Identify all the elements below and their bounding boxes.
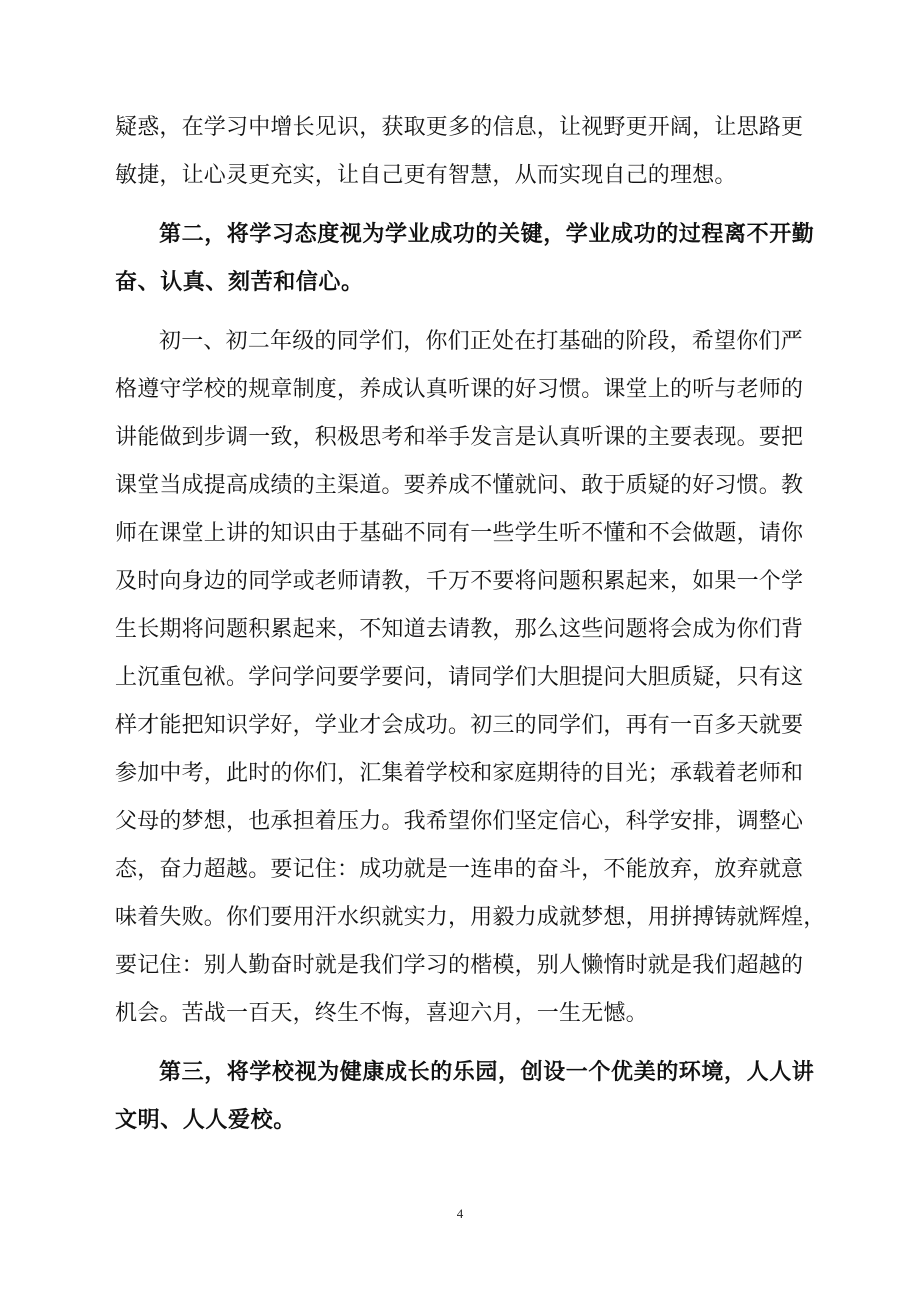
paragraph-line: 疑惑，在学习中增长见识，获取更多的信息，让视野更开阔，让思路更 xyxy=(115,115,804,140)
section-heading-line: 第三，将学校视为健康成长的乐园，创设一个优美的环境，人人讲 xyxy=(159,1060,815,1085)
page-number: 4 xyxy=(456,1206,464,1221)
paragraph-line: 机会。苦战一百天，终生不悔，喜迎六月，一生无憾。 xyxy=(115,1001,648,1026)
paragraph-line: 格遵守学校的规章制度，养成认真听课的好习惯。课堂上的听与老师的 xyxy=(115,377,804,402)
paragraph-line: 及时向身边的同学或老师请教，千万不要将问题积累起来，如果一个学 xyxy=(115,569,804,594)
paragraph-line: 上沉重包袱。学问学问要学要问，请同学们大胆提问大胆质疑，只有这 xyxy=(115,665,804,690)
section-heading-line: 奋、认真、刻苦和信心。 xyxy=(115,270,364,295)
paragraph-line: 样才能把知识学好，学业才会成功。初三的同学们，再有一百多天就要 xyxy=(115,713,804,738)
paragraph-line: 参加中考，此时的你们，汇集着学校和家庭期待的目光；承载着老师和 xyxy=(115,761,804,786)
paragraph-line: 态，奋力超越。要记住：成功就是一连串的奋斗，不能放弃，放弃就意 xyxy=(115,857,804,882)
paragraph-line: 讲能做到步调一致，积极思考和举手发言是认真听课的主要表现。要把 xyxy=(115,425,804,450)
paragraph-line: 师在课堂上讲的知识由于基础不同有一些学生听不懂和不会做题，请你 xyxy=(115,521,804,546)
paragraph-line: 课堂当成提高成绩的主渠道。要养成不懂就问、敢于质疑的好习惯。教 xyxy=(115,473,804,498)
paragraph-line: 味着失败。你们要用汗水织就实力，用毅力成就梦想，用拼搏铸就辉煌， xyxy=(115,905,826,930)
paragraph-line: 初一、初二年级的同学们，你们正处在打基础的阶段，希望你们严 xyxy=(159,329,803,354)
paragraph-line: 敏捷，让心灵更充实，让自己更有智慧，从而实现自己的理想。 xyxy=(115,163,737,188)
paragraph-line: 生长期将问题积累起来，不知道去请教，那么这些问题将会成为你们背 xyxy=(115,617,804,642)
paragraph-line: 要记住：别人勤奋时就是我们学习的楷模，别人懒惰时就是我们超越的 xyxy=(115,953,804,978)
paragraph-line: 父母的梦想，也承担着压力。我希望你们坚定信心，科学安排，调整心 xyxy=(115,809,804,834)
section-heading-line: 文明、人人爱校。 xyxy=(115,1108,296,1133)
section-heading-line: 第二，将学习态度视为学业成功的关键，学业成功的过程离不开勤 xyxy=(159,222,815,247)
